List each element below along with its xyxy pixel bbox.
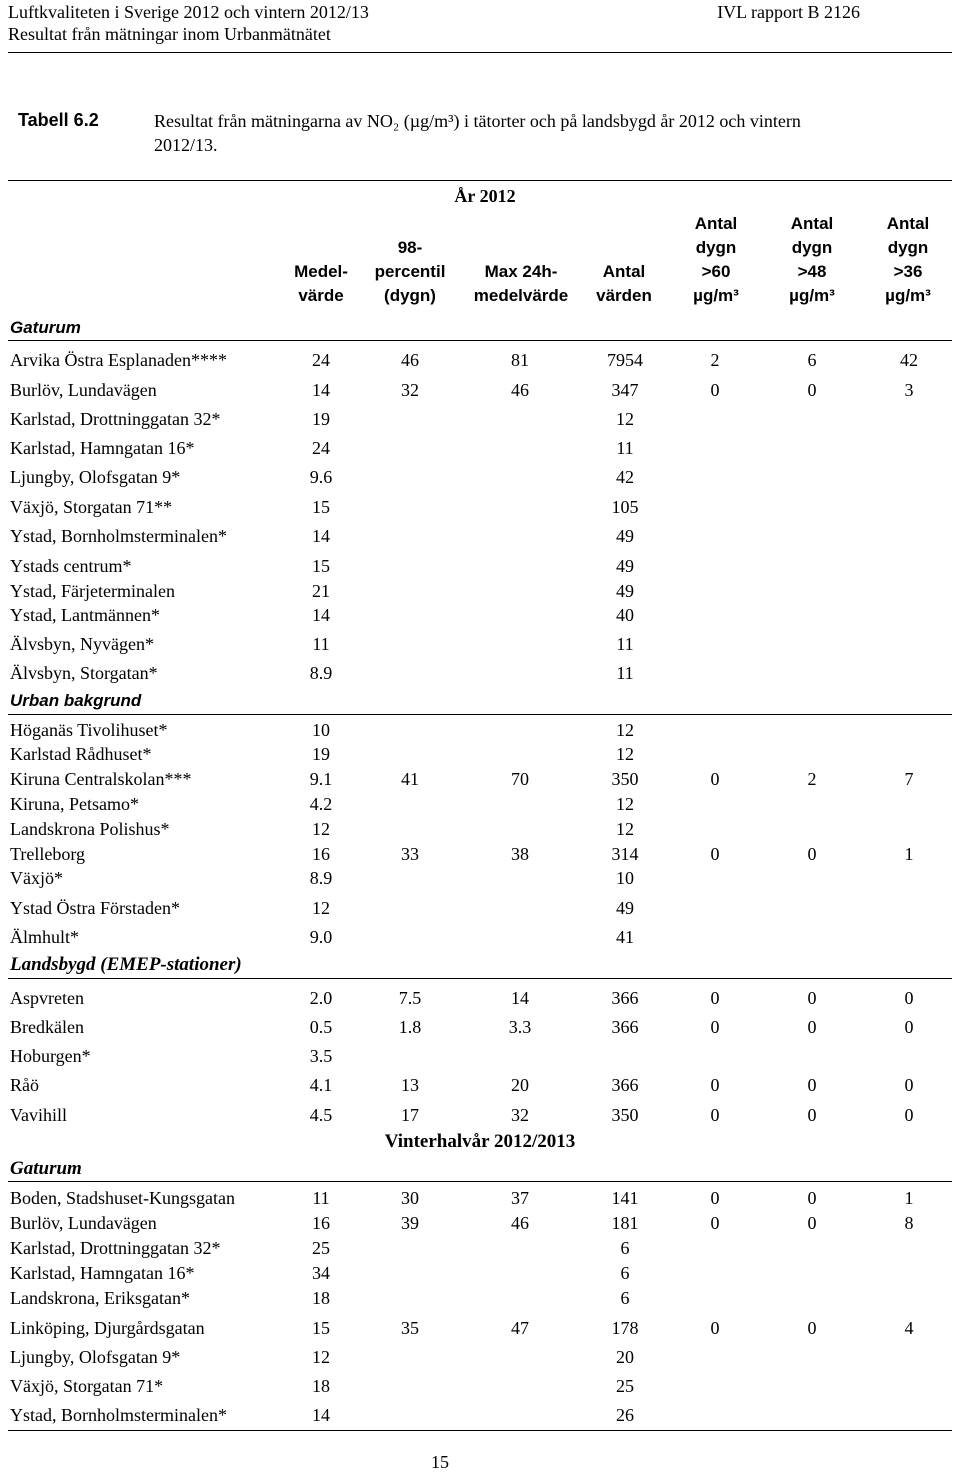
station-name: Kiruna, Petsamo*: [10, 794, 139, 814]
cell-value: 49: [616, 581, 634, 601]
cell-value: 46: [511, 1213, 529, 1233]
station-name: Arvika Östra Esplanaden****: [10, 350, 227, 370]
column-header-line: Antal: [790, 214, 834, 233]
cell-value: 1: [904, 1188, 914, 1208]
section-heading-gaturum: Gaturum: [10, 318, 81, 337]
table-row: [0, 408, 960, 430]
table-row: [0, 1375, 960, 1397]
cell-value: 105: [611, 497, 639, 517]
column-header-line: [284, 212, 358, 236]
cell-value: 0: [710, 1075, 720, 1095]
cell-value: 2.0: [309, 988, 333, 1008]
cell-value: 19: [312, 744, 330, 764]
cell-value: 0: [807, 1105, 817, 1125]
cell-value: 2: [807, 769, 817, 789]
column-header-line: µg/m³: [693, 286, 739, 305]
cell-value: 16: [312, 1213, 330, 1233]
table-row: [0, 987, 960, 1009]
cell-value: 9.1: [309, 769, 333, 789]
section-heading-landsbygd: Landsbygd (EMEP-stationer): [10, 954, 242, 975]
cell-value: 46: [511, 380, 529, 400]
cell-value: 10: [312, 720, 330, 740]
year-heading: År 2012: [454, 186, 516, 206]
table-row: [0, 437, 960, 459]
cell-value: 0: [807, 1188, 817, 1208]
cell-value: 17: [401, 1105, 419, 1125]
table-row: [0, 1074, 960, 1096]
cell-value: 25: [616, 1376, 634, 1396]
table-row: [0, 1237, 960, 1259]
cell-value: 18: [312, 1376, 330, 1396]
cell-value: 33: [401, 844, 419, 864]
table-row: [0, 1104, 960, 1126]
cell-value: 141: [611, 1188, 639, 1208]
cell-value: 7954: [607, 350, 643, 370]
station-name: Älvsbyn, Storgatan*: [10, 663, 158, 683]
cell-value: 0: [807, 1213, 817, 1233]
table-row: [0, 1016, 960, 1038]
cell-value: 12: [616, 819, 634, 839]
cell-value: 12: [616, 794, 634, 814]
column-header-line: (dygn): [384, 286, 436, 305]
table-row: [0, 1045, 960, 1067]
cell-value: 41: [401, 769, 419, 789]
column-header-line: medelvärde: [473, 286, 569, 305]
table-row: [0, 768, 960, 790]
column-header-line: dygn: [695, 238, 737, 257]
column-header-line: [458, 236, 584, 260]
running-header-report-id: IVL rapport B 2126: [717, 2, 860, 22]
running-header-title: Luftkvaliteten i Sverige 2012 och vintern 2012/13: [8, 2, 369, 22]
column-header-7: [872, 212, 944, 308]
cell-value: 4: [904, 1318, 914, 1338]
station-name: Linköping, Djurgårdsgatan: [10, 1318, 205, 1338]
column-header-line: dygn: [887, 238, 929, 257]
column-header-line: [582, 236, 666, 260]
section-rule: [8, 1430, 952, 1431]
cell-value: 366: [611, 1017, 639, 1037]
section-heading-urban: Urban bakgrund: [10, 691, 142, 710]
cell-value: 12: [616, 409, 634, 429]
cell-value: 32: [511, 1105, 529, 1125]
cell-value: 15: [312, 556, 330, 576]
table-caption-label: Tabell 6.2: [18, 110, 99, 130]
cell-value: 350: [611, 769, 639, 789]
cell-value: 19: [312, 409, 330, 429]
table-row: [0, 496, 960, 518]
cell-value: 0: [710, 1105, 720, 1125]
cell-value: 4.2: [309, 794, 333, 814]
column-header-2: [366, 212, 454, 308]
cell-value: 0: [904, 1017, 914, 1037]
column-header-6: [776, 212, 848, 308]
station-name: Ystad, Färjeterminalen: [10, 581, 175, 601]
cell-value: 13: [401, 1075, 419, 1095]
table-row: [0, 843, 960, 865]
table-row: [0, 555, 960, 577]
cell-value: 25: [312, 1238, 330, 1258]
cell-value: 16: [312, 844, 330, 864]
cell-value: 15: [312, 1318, 330, 1338]
cell-value: 3: [904, 380, 914, 400]
cell-value: 0: [710, 1213, 720, 1233]
cell-value: 1: [904, 844, 914, 864]
column-header-line: Antal: [602, 262, 646, 281]
section-rule: [8, 978, 952, 979]
cell-value: 0: [904, 988, 914, 1008]
cell-value: 46: [401, 350, 419, 370]
station-name: Kiruna Centralskolan***: [10, 769, 192, 789]
cell-value: 24: [312, 350, 330, 370]
station-name: Karlstad Rådhuset*: [10, 744, 152, 764]
station-name: Hoburgen*: [10, 1046, 91, 1066]
table-row: [0, 719, 960, 741]
cell-value: 14: [312, 380, 330, 400]
cell-value: 0: [807, 1017, 817, 1037]
column-header-5: [680, 212, 752, 308]
cell-value: 0: [807, 380, 817, 400]
cell-value: 14: [312, 526, 330, 546]
station-name: Boden, Stadshuset-Kungsgatan: [10, 1188, 235, 1208]
station-name: Trelleborg: [10, 844, 86, 864]
cell-value: 18: [312, 1288, 330, 1308]
cell-value: 7.5: [398, 988, 422, 1008]
station-name: Karlstad, Drottninggatan 32*: [10, 409, 221, 429]
cell-value: 81: [511, 350, 529, 370]
column-header-line: [582, 212, 666, 236]
station-name: Aspvreten: [10, 988, 84, 1008]
table-row: [0, 1346, 960, 1368]
station-name: Växjö, Storgatan 71**: [10, 497, 173, 517]
column-header-line: Max 24h-: [484, 262, 558, 281]
table-row: [0, 1212, 960, 1234]
cell-value: 38: [511, 844, 529, 864]
station-name: Ystad, Bornholmsterminalen*: [10, 526, 227, 546]
cell-value: 347: [611, 380, 639, 400]
cell-value: 20: [616, 1347, 634, 1367]
section-heading-gaturum-winter: Gaturum: [10, 1158, 82, 1179]
table-row: [0, 525, 960, 547]
station-name: Burlöv, Lundavägen: [10, 380, 157, 400]
station-name: Älmhult*: [10, 927, 80, 947]
column-header-line: µg/m³: [789, 286, 835, 305]
cell-value: 14: [511, 988, 529, 1008]
cell-value: 6: [620, 1288, 630, 1308]
table-row: [0, 867, 960, 889]
cell-value: 314: [611, 844, 639, 864]
table-row: [0, 743, 960, 765]
station-name: Växjö, Storgatan 71*: [10, 1376, 164, 1396]
table-row: [0, 662, 960, 684]
cell-value: 70: [511, 769, 529, 789]
column-header-line: percentil: [374, 262, 446, 281]
cell-value: 11: [616, 663, 634, 683]
station-name: Höganäs Tivolihuset*: [10, 720, 168, 740]
column-header-3: [458, 212, 584, 308]
cell-value: 4.1: [309, 1075, 333, 1095]
cell-value: 181: [611, 1213, 639, 1233]
station-name: Växjö*: [10, 868, 63, 888]
cell-value: 42: [900, 350, 918, 370]
table-row: [0, 897, 960, 919]
table-row: [0, 466, 960, 488]
cell-value: 0: [807, 988, 817, 1008]
winter-heading: Vinterhalvår 2012/2013: [384, 1131, 576, 1152]
cell-value: 47: [511, 1318, 529, 1338]
table-top-rule: [8, 180, 952, 181]
cell-value: 11: [616, 634, 634, 654]
column-header-line: Antal: [886, 214, 930, 233]
table-caption-text: Resultat från mätningarna av NO₂ (µg/m³) i tätorter och på landsbygd år 2012 och vintern 2012/13.: [154, 111, 801, 155]
cell-value: 0: [807, 1075, 817, 1095]
cell-value: 3.5: [309, 1046, 333, 1066]
cell-value: 0: [710, 844, 720, 864]
station-name: Vavihill: [10, 1105, 67, 1125]
cell-value: 0: [710, 988, 720, 1008]
cell-value: 30: [401, 1188, 419, 1208]
station-name: Ystad Östra Förstaden*: [10, 898, 180, 918]
cell-value: 366: [611, 988, 639, 1008]
table-row: [0, 379, 960, 401]
cell-value: 12: [312, 898, 330, 918]
cell-value: 3.3: [508, 1017, 532, 1037]
column-header-line: >60: [701, 262, 731, 281]
cell-value: 11: [312, 634, 330, 654]
cell-value: 0: [710, 1017, 720, 1037]
station-name: Älvsbyn, Nyvägen*: [10, 634, 154, 654]
running-header-subtitle: Resultat från mätningar inom Urbanmätnätet: [8, 24, 331, 44]
cell-value: 0: [807, 1318, 817, 1338]
column-header-line: >36: [893, 262, 923, 281]
cell-value: 2: [710, 350, 720, 370]
table-row: [0, 1404, 960, 1426]
cell-value: 24: [312, 438, 330, 458]
page-number: 15: [431, 1452, 449, 1472]
cell-value: 42: [616, 467, 634, 487]
station-name: Ljungby, Olofsgatan 9*: [10, 467, 181, 487]
cell-value: 21: [312, 581, 330, 601]
table-row: [0, 1287, 960, 1309]
table-row: [0, 604, 960, 626]
cell-value: 32: [401, 380, 419, 400]
station-name: Karlstad, Hamngatan 16*: [10, 1263, 195, 1283]
table-row: [0, 926, 960, 948]
column-header-line: [458, 212, 584, 236]
cell-value: 10: [616, 868, 634, 888]
cell-value: 0.5: [309, 1017, 333, 1037]
section-rule: [8, 714, 952, 715]
cell-value: 12: [616, 744, 634, 764]
cell-value: 11: [616, 438, 634, 458]
station-name: Burlöv, Lundavägen: [10, 1213, 157, 1233]
cell-value: 49: [616, 556, 634, 576]
cell-value: 14: [312, 605, 330, 625]
header-divider: [8, 52, 952, 53]
table-row: [0, 1187, 960, 1209]
cell-value: 11: [312, 1188, 330, 1208]
table-row: [0, 580, 960, 602]
cell-value: 0: [710, 380, 720, 400]
column-header-1: [284, 212, 358, 308]
cell-value: 26: [616, 1405, 634, 1425]
table-row: [0, 818, 960, 840]
column-header-line: Medel-: [294, 262, 348, 281]
station-name: Ystad, Lantmännen*: [10, 605, 160, 625]
column-header-line: 98-: [397, 238, 423, 257]
column-header-line: µg/m³: [885, 286, 931, 305]
table-row: [0, 1317, 960, 1339]
station-name: Ljungby, Olofsgatan 9*: [10, 1347, 181, 1367]
station-name: Ystads centrum*: [10, 556, 132, 576]
cell-value: 6: [807, 350, 817, 370]
cell-value: 0: [710, 769, 720, 789]
cell-value: 20: [511, 1075, 529, 1095]
cell-value: 9.6: [309, 467, 333, 487]
cell-value: 8.9: [309, 868, 333, 888]
cell-value: 49: [616, 526, 634, 546]
cell-value: 7: [904, 769, 914, 789]
column-header-line: värden: [596, 286, 652, 305]
cell-value: 6: [620, 1263, 630, 1283]
cell-value: 4.5: [309, 1105, 333, 1125]
station-name: Landskrona Polishus*: [10, 819, 170, 839]
cell-value: 8: [904, 1213, 914, 1233]
table-row: [0, 1262, 960, 1284]
cell-value: 37: [511, 1188, 529, 1208]
section-rule: [8, 1181, 952, 1182]
section-rule: [8, 340, 952, 341]
cell-value: 0: [807, 844, 817, 864]
cell-value: 40: [616, 605, 634, 625]
station-name: Karlstad, Hamngatan 16*: [10, 438, 195, 458]
cell-value: 14: [312, 1405, 330, 1425]
cell-value: 8.9: [309, 663, 333, 683]
cell-value: 0: [710, 1188, 720, 1208]
cell-value: 12: [312, 819, 330, 839]
column-header-line: värde: [298, 286, 344, 305]
cell-value: 12: [616, 720, 634, 740]
station-name: Råö: [10, 1075, 39, 1095]
table-row: [0, 633, 960, 655]
table-row: [0, 793, 960, 815]
station-name: Bredkälen: [10, 1017, 84, 1037]
column-header-4: [582, 212, 666, 308]
cell-value: 0: [904, 1075, 914, 1095]
cell-value: 366: [611, 1075, 639, 1095]
station-name: Landskrona, Eriksgatan*: [10, 1288, 190, 1308]
cell-value: 9.0: [309, 927, 333, 947]
cell-value: 34: [312, 1263, 330, 1283]
column-header-line: dygn: [791, 238, 833, 257]
cell-value: 12: [312, 1347, 330, 1367]
cell-value: 0: [710, 1318, 720, 1338]
cell-value: 35: [401, 1318, 419, 1338]
cell-value: 178: [611, 1318, 639, 1338]
cell-value: 41: [616, 927, 634, 947]
table-row: [0, 349, 960, 371]
cell-value: 1.8: [398, 1017, 422, 1037]
cell-value: 39: [401, 1213, 419, 1233]
column-header-line: [284, 236, 358, 260]
station-name: Karlstad, Drottninggatan 32*: [10, 1238, 221, 1258]
cell-value: 350: [611, 1105, 639, 1125]
column-header-line: >48: [797, 262, 827, 281]
station-name: Ystad, Bornholmsterminalen*: [10, 1405, 227, 1425]
cell-value: 6: [620, 1238, 630, 1258]
column-header-line: [366, 212, 454, 236]
cell-value: 49: [616, 898, 634, 918]
cell-value: 0: [904, 1105, 914, 1125]
cell-value: 15: [312, 497, 330, 517]
column-header-line: Antal: [694, 214, 738, 233]
